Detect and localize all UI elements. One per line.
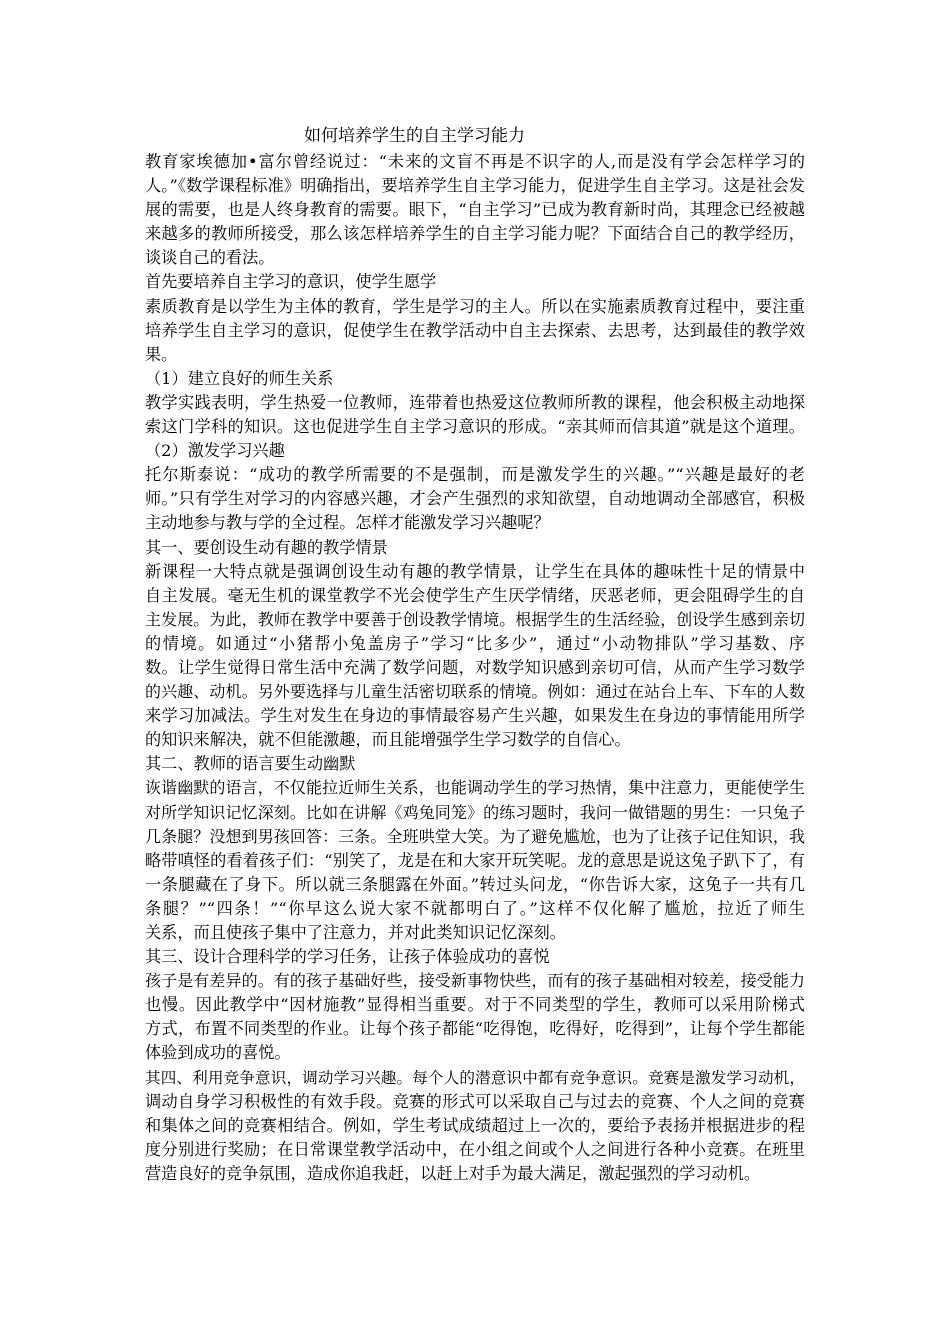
text-line: 素质教育是以学生为主体的教育，学生是学习的主人。所以在实施素质教育过程中，要注重	[145, 296, 805, 316]
text-line: 教学实践表明，学生热爱一位教师，连带着也热爱这位教师所教的课程，他会积极主动地探	[145, 392, 805, 412]
text-line: 果。	[145, 344, 178, 364]
text-line: 教育家埃德加•富尔曾经说过：“未来的文盲不再是不识字的人,而是没有学会怎样学习的	[145, 152, 805, 171]
text-line: 的知识来解决，就不但能激趣，而且能增强学生学习数学的自信心。	[145, 730, 631, 750]
text-line: 主动地参与教与学的全过程。怎样才能激发学习兴趣呢？	[145, 513, 550, 533]
text-line: 营造良好的竞争氛围，造成你追我赶，以赶上对手为最大满足，激起强烈的学习动机。	[145, 1163, 761, 1183]
document-title: 如何培养学生的自主学习能力	[304, 126, 525, 146]
text-line: 和集体之间的竞赛相结合。例如，学生考试成绩超过上一次的，要给予表扬并根据进步的程	[145, 1115, 805, 1135]
text-line: 也慢。因此教学中“因材施教”显得相当重要。对于不同类型的学生，教师可以采用阶梯式	[145, 995, 805, 1015]
text-line: 对所学知识记忆深刻。比如在讲解《鸡兔同笼》的练习题时，我问一做错题的男生：一只兔子	[145, 802, 805, 822]
text-line: 来学习加减法。学生对发生在身边的事情最容易产生兴趣，如果发生在身边的事情能用所学	[145, 706, 805, 726]
text-line: 主发展。为此，教师在教学中要善于创设教学情境。根据学生的生活经验，创设学生感到亲切	[145, 609, 805, 629]
text-line: 首先要培养自主学习的意识，使学生愿学	[145, 272, 437, 292]
text-line: 度分别进行奖励；在日常课堂教学活动中，在小组之间或个人之间进行各种小竞赛。在班里	[145, 1139, 805, 1159]
text-line: 托尔斯泰说：“成功的教学所需要的不是强制，而是激发学生的兴趣。”“兴趣是最好的老	[145, 465, 805, 485]
text-line: 孩子是有差异的。有的孩子基础好些，接受新事物快些，而有的孩子基础相对较差，接受能力	[145, 971, 805, 991]
text-line: 体验到成功的喜悦。	[145, 1043, 291, 1063]
text-line: 谈谈自己的看法。	[145, 248, 275, 268]
document-body	[145, 150, 805, 1186]
text-line: 数。让学生觉得日常生活中充满了数学问题，对数学知识感到亲切可信，从而产生学习数学	[145, 657, 805, 677]
text-line: 其三、设计合理科学的学习任务，让孩子体验成功的喜悦	[145, 947, 550, 967]
text-line: 几条腿？没想到男孩回答：三条。全班哄堂大笑。为了避免尴尬，也为了让孩子记住知识，我	[145, 826, 805, 846]
text-line: 的兴趣、动机。另外要选择与儿童生活密切联系的情境。例如：通过在站台上车、下车的人数	[145, 682, 805, 702]
text-line: 方式，布置不同类型的作业。让每个孩子都能“吃得饱，吃得好，吃得到”，让每个学生都能	[145, 1019, 805, 1039]
text-line: 索这门学科的知识。这也促进学生自主学习意识的形成。“亲其师而信其道”就是这个道理。	[145, 417, 805, 437]
text-line: 略带嗔怪的看着孩子们：“别笑了，龙是在和大家开玩笑呢。龙的意思是说这兔子趴下了，有	[145, 850, 805, 870]
text-line: 展的需要，也是人终身教育的需要。眼下，“自主学习”已成为教育新时尚，其理念已经被越	[145, 200, 805, 220]
text-line: 师。”只有学生对学习的内容感兴趣，才会产生强烈的求知欲望，自动地调动全部感官，积极	[145, 489, 805, 509]
text-line: 诙谐幽默的语言，不仅能拉近师生关系，也能调动学生的学习热情，集中注意力，更能使学生	[145, 778, 805, 798]
text-line: 条腿？”“四条！”“你早这么说大家不就都明白了。”这样不仅化解了尴尬，拉近了师生	[145, 898, 805, 918]
text-line: 其二、教师的语言要生动幽默	[145, 754, 356, 774]
text-line: （1）建立良好的师生关系	[145, 368, 334, 388]
text-line: 自主发展。毫无生机的课堂教学不光会使学生产生厌学情绪，厌恶老师，更会阻碍学生的自	[145, 585, 805, 605]
text-line: （2）激发学习兴趣	[145, 441, 285, 461]
text-line: 的情境。如通过“小猪帮小兔盖房子”学习“比多少”，通过“小动物排队”学习基数、序	[145, 633, 805, 653]
text-line: 人。”《数学课程标准》明确指出，要培养学生自主学习能力，促进学生自主学习。这是社会发	[145, 176, 805, 196]
text-line: 新课程一大特点就是强调创设生动有趣的教学情景，让学生在具体的趣味性十足的情景中	[145, 561, 805, 581]
text-line: 培养学生自主学习的意识，促使学生在教学活动中自主去探索、去思考，达到最佳的教学效	[145, 320, 805, 340]
text-line: 其四、利用竞争意识，调动学习兴趣。每个人的潜意识中都有竞争意识。竞赛是激发学习动机，	[145, 1068, 805, 1087]
text-line: 来越多的教师所接受，那么该怎样培养学生的自主学习能力呢？下面结合自己的教学经历，	[145, 224, 805, 244]
text-line: 一条腿藏在了身下。所以就三条腿露在外面。”转过头问龙，“你告诉大家，这兔子一共有几	[145, 874, 805, 894]
text-line: 调动自身学习积极性的有效手段。竞赛的形式可以采取自己与过去的竞赛、个人之间的竞赛	[145, 1091, 805, 1111]
text-line: 关系，而且使孩子集中了注意力，并对此类知识记忆深刻。	[145, 923, 566, 942]
text-line: 其一、要创设生动有趣的教学情景	[145, 537, 388, 557]
